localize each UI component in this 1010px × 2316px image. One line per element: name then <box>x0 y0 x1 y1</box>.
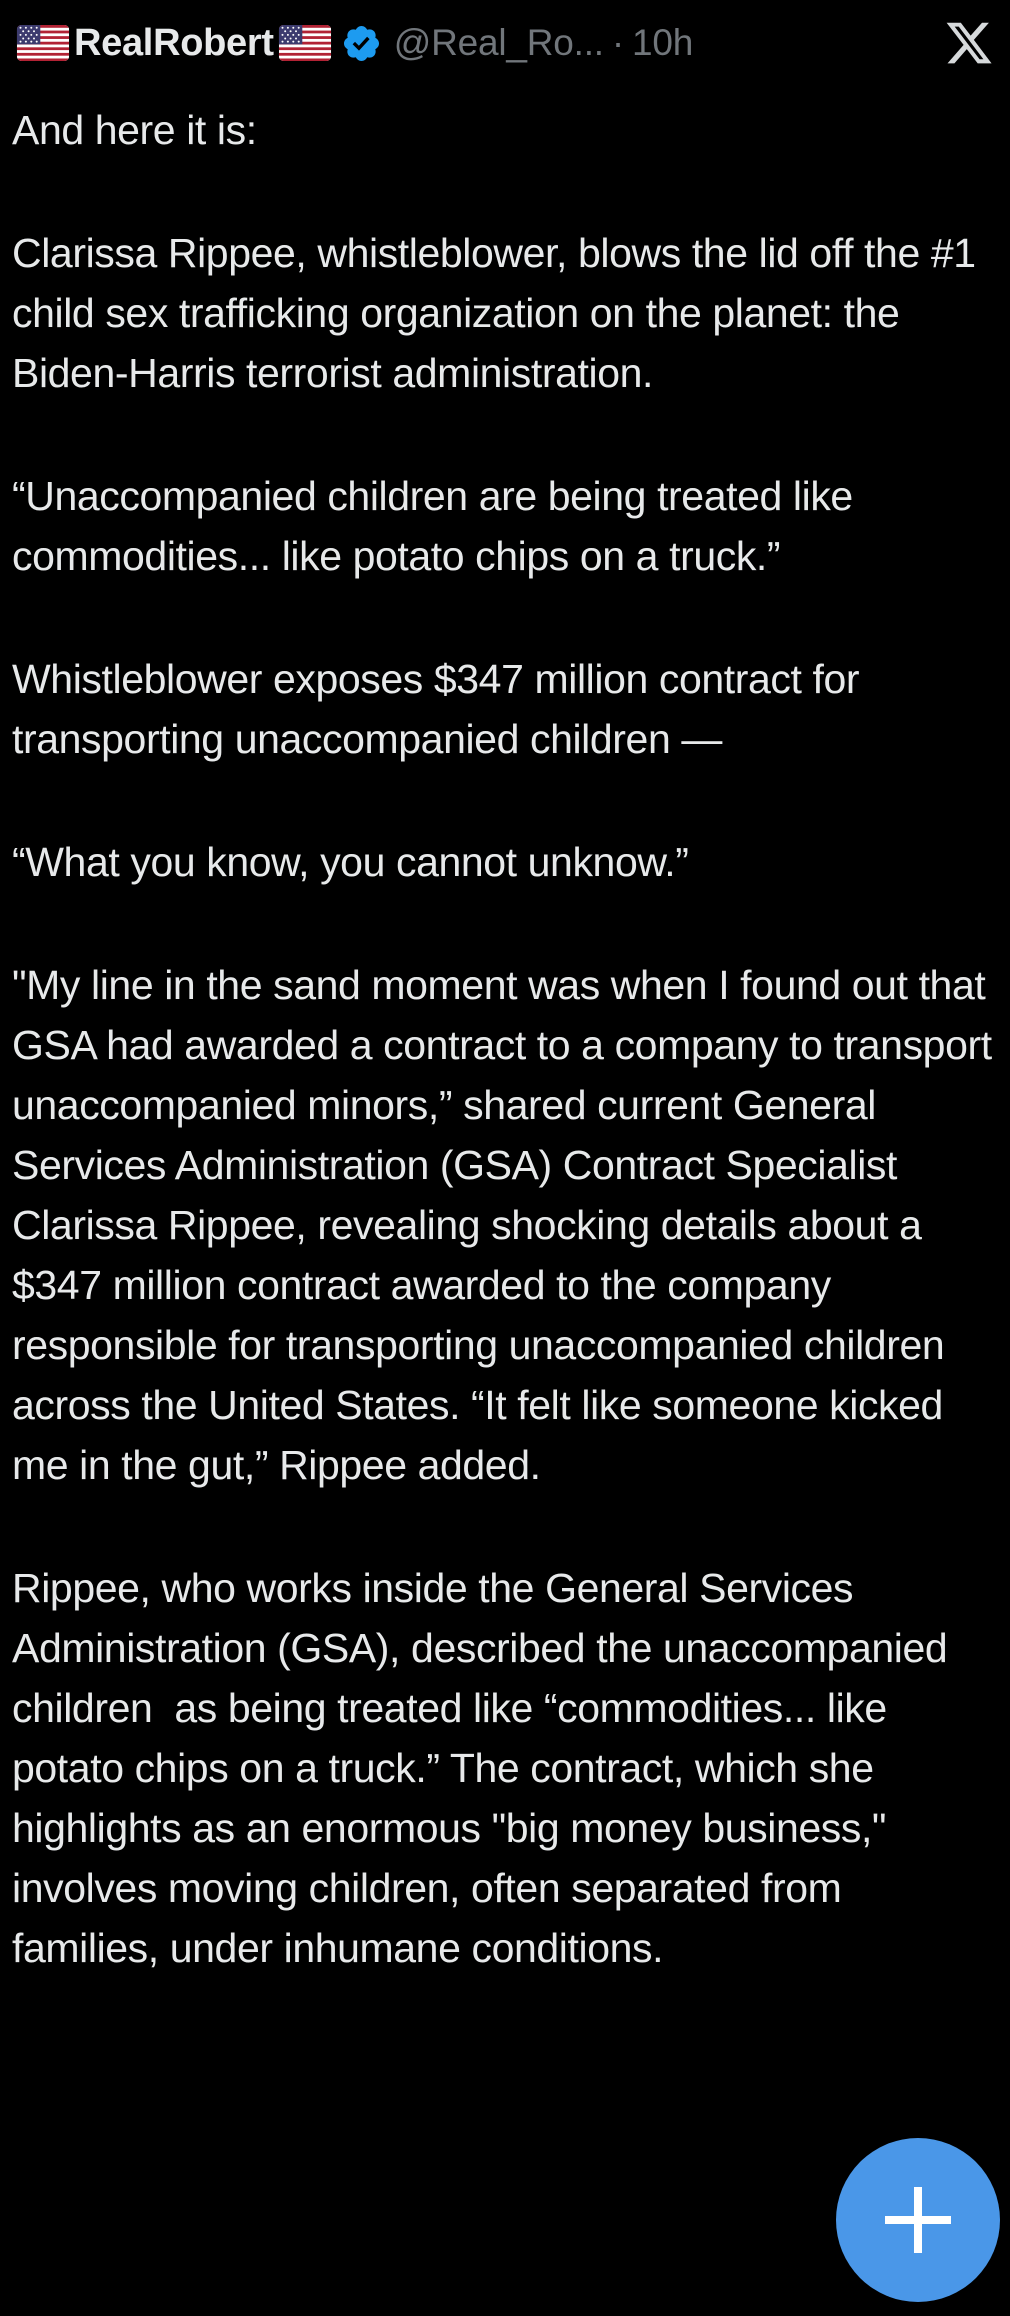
timestamp: 10h <box>632 22 694 63</box>
display-name[interactable]: RealRobert <box>74 21 274 64</box>
plus-icon <box>868 2170 968 2270</box>
handle[interactable]: @Real_Ro... <box>393 22 604 63</box>
tweet-paragraph: “What you know, you cannot unknow.” <box>12 839 689 885</box>
handle-separator: · <box>611 22 625 63</box>
handle-group[interactable] <box>394 22 693 64</box>
us-flag-icon <box>278 23 332 63</box>
tweet-paragraph: Clarissa Rippee, whistleblower, blows the lid off the #1 child sex trafficking organization on the planet: the Biden-Harris terrorist administration. <box>12 230 987 396</box>
post-header <box>0 0 1010 74</box>
tweet-paragraph: “Unaccompanied children are being treated like commodities... like potato chips on a truck.” <box>12 473 864 579</box>
compose-button[interactable] <box>836 2138 1000 2302</box>
tweet-paragraph: Rippee, who works inside the General Services Administration (GSA), described the unaccompanied children as being treated like “commodities... like potato chips on a truck.” The contract, which she highlights as an enormous "big money business," involves moving children, often separated from families, under inhumane conditions. <box>12 1565 959 1971</box>
tweet-paragraph: Whistleblower exposes $347 million contract for transporting unaccompanied children — <box>12 656 871 762</box>
us-flag-icon <box>16 23 70 63</box>
x-logo-icon[interactable] <box>944 18 994 68</box>
tweet-text <box>0 74 1010 1978</box>
tweet-paragraph: And here it is: <box>12 107 257 153</box>
verified-badge-icon <box>341 23 382 64</box>
tweet-paragraph: "My line in the sand moment was when I found out that GSA had awarded a contract to a company to transport unaccompanied minors,” shared current General Services Administration (GSA) Contract Specialist Clarissa Rippee, revealing shocking details about a $347 million contract awarded to the company responsible for transporting unaccompanied children across the United States. “It felt like someone kicked me in the gut,” Rippee added. <box>12 962 1003 1488</box>
